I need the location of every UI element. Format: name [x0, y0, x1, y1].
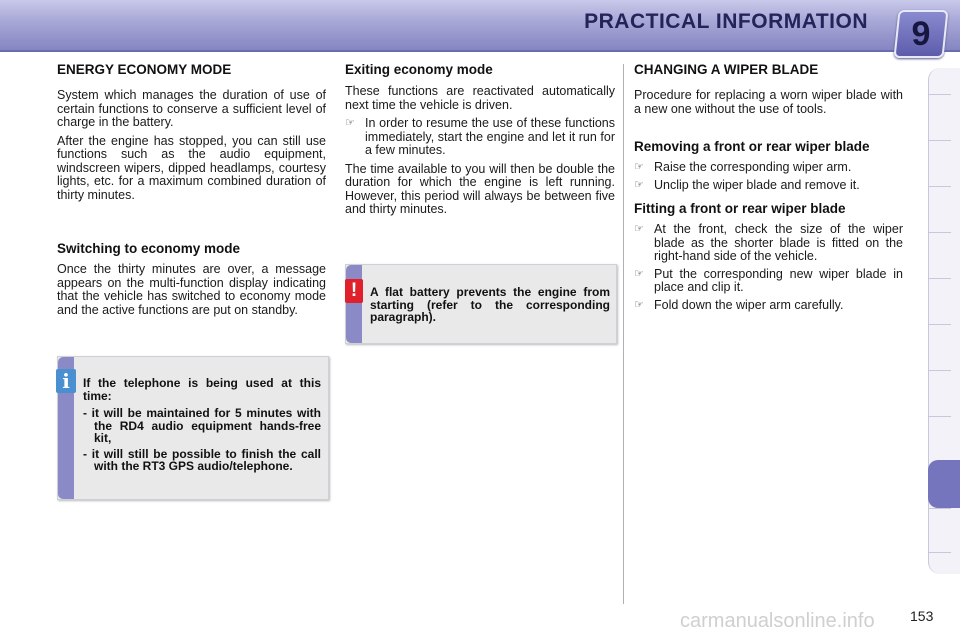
removing-step-1: ☞ Raise the corresponding wiper arm.	[634, 160, 852, 174]
info-box-item-rt3: - it will still be possible to finish the call with the RT3 GPS audio/telephone.	[83, 446, 321, 473]
warning-box-text: A flat battery prevents the engine from starting (refer to the corresponding paragraph).	[370, 285, 610, 324]
fitting-step-1: ☞ At the front, check the size of the wiper blade as the shorter blade is fitted on the right-hand side of the vehicle.	[634, 222, 903, 263]
removing-step-2: ☞ Unclip the wiper blade and remove it.	[634, 177, 860, 192]
chapter-number: 9	[911, 15, 931, 53]
pointing-hand-icon: ☞	[634, 161, 644, 173]
economy-duration-text: After the engine has stopped, you can still use functions such as the audio equipment, windscreen wipers, dipped headlamps, courtesy lights, etc. for a maximum combined duration of thirty minutes.	[57, 133, 326, 202]
info-box-item-rd4: - it will be maintained for 5 minutes with the RD4 audio equipment hands-free kit,	[83, 406, 321, 445]
watermark: carmanualsonline.info	[680, 610, 875, 632]
economy-intro-text: System which manages the duration of use of certain functions to conserve a sufficient level of charge in the battery.	[57, 88, 326, 129]
wiper-intro-text: Procedure for replacing a worn wiper blade with a new one without the use of tools.	[634, 88, 903, 116]
switching-text: Once the thirty minutes are over, a message appears on the multi-function display indicating that the vehicle has switched to economy mode and the active functions are put on standby.	[57, 262, 326, 317]
removing-title: Removing a front or rear wiper blade	[634, 139, 870, 154]
pointing-hand-icon: ☞	[634, 267, 644, 280]
exiting-outro-text: The time available to you will then be double the duration for which the engine is left running. However, this period will always be between five and thirty minutes.	[345, 161, 615, 216]
header-banner	[0, 0, 960, 52]
warning-box	[345, 264, 617, 344]
left-column	[57, 62, 326, 317]
right-column	[634, 62, 903, 312]
fitting-title: Fitting a front or rear wiper blade	[634, 201, 846, 216]
pointing-hand-icon: ☞	[634, 178, 644, 191]
column-divider	[623, 64, 624, 604]
fitting-step-3: ☞ Fold down the wiper arm carefully.	[634, 297, 844, 312]
page-title: PRACTICAL INFORMATION	[584, 10, 868, 33]
pointing-hand-icon: ☞	[345, 117, 355, 129]
page-number: 153	[910, 608, 934, 624]
info-icon: i	[56, 369, 76, 393]
info-box-intro: If the telephone is being used at this time:	[83, 376, 321, 403]
energy-economy-title: ENERGY ECONOMY MODE	[57, 62, 232, 77]
exiting-title: Exiting economy mode	[345, 62, 493, 77]
pointing-hand-icon: ☞	[634, 298, 644, 311]
warning-icon: !	[345, 279, 363, 303]
warning-box-strip	[346, 265, 362, 343]
fitting-step-2: ☞ Put the corresponding new wiper blade in place and clip it.	[634, 266, 903, 294]
wiper-title: CHANGING A WIPER BLADE	[634, 62, 819, 77]
middle-column	[345, 62, 615, 217]
active-chapter-tab	[928, 460, 960, 508]
switching-title: Switching to economy mode	[57, 241, 241, 256]
exiting-bullet	[345, 117, 615, 158]
chapter-badge	[893, 10, 948, 58]
exiting-intro-text: These functions are reactivated automatically next time the vehicle is driven.	[345, 84, 615, 112]
exiting-bullet-text: In order to resume the use of these functions immediately, start the engine and let it run for a few minutes.	[365, 116, 615, 157]
pointing-hand-icon: ☞	[634, 223, 644, 235]
info-box	[57, 356, 329, 500]
